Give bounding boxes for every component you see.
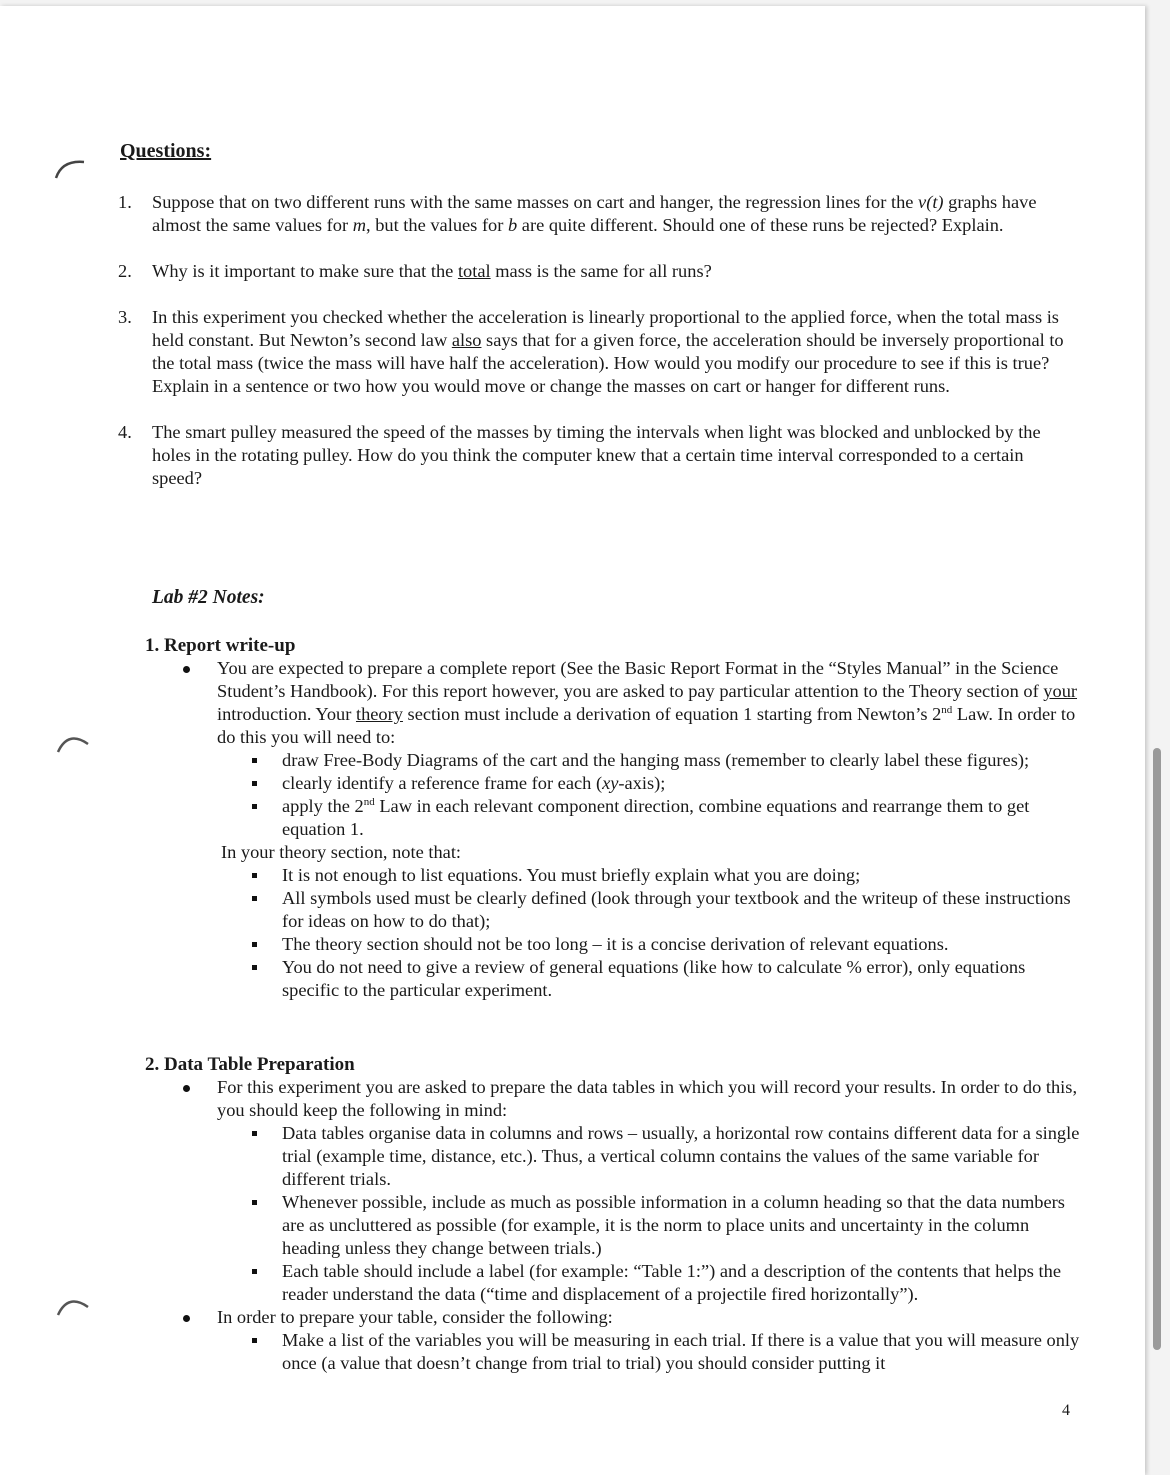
report-writeup-section xyxy=(145,634,1085,1002)
question-item xyxy=(118,421,1078,490)
list-item: draw Free-Body Diagrams of the cart and the hanging mass (remember to clearly label these figures); xyxy=(145,749,1085,772)
punch-hole-mark xyxy=(52,1283,92,1323)
question-item xyxy=(118,260,1078,283)
lab-notes-title: Lab #2 Notes: xyxy=(152,587,265,608)
question-number: 2. xyxy=(118,261,132,281)
question-number: 4. xyxy=(118,422,132,442)
list-item: Make a list of the variables you will be measuring in each trial. If there is a value that you will measure only once (a value that doesn’t change from trial to trial) you should consider putting it xyxy=(145,1329,1085,1375)
question-text: Suppose that on two different runs with the same masses on cart and hanger, the regression lines for the v(t) graphs have almost the same values for m, but the values for b are quite different. Should one of these runs be rejected? Explain. xyxy=(152,192,1037,235)
data-table-section xyxy=(145,1053,1085,1375)
question-item xyxy=(118,191,1078,237)
considerations-list xyxy=(145,1329,1085,1375)
bullet-dot xyxy=(183,1085,190,1092)
document-page xyxy=(0,6,1145,1475)
question-number: 3. xyxy=(118,307,132,327)
steps-list xyxy=(145,749,1085,841)
bullet-item: You are expected to prepare a complete report (See the Basic Report Format in the “Styles Manual” in the Science Student’s Handbook). For this report however, you are asked to pay particular attention to the Theory section of your introduction. Your theory section must include a derivation of equation 1 starting from Newton’s 2nd Law. In order to do this you will need to: xyxy=(145,657,1085,749)
bullet-item: In order to prepare your table, consider the following: xyxy=(145,1306,1085,1329)
punch-hole-mark xyxy=(52,720,92,760)
list-item: apply the 2nd Law in each relevant component direction, combine equations and rearrange them to get equation 1. xyxy=(145,795,1085,841)
list-item: You do not need to give a review of general equations (like how to calculate % error), only equations specific to the particular experiment. xyxy=(145,956,1085,1002)
note-intro: In your theory section, note that: xyxy=(221,842,462,862)
punch-hole-mark xyxy=(52,148,92,188)
guidelines-list xyxy=(145,1122,1085,1306)
question-text: The smart pulley measured the speed of the masses by timing the intervals when light was blocked and unblocked by the holes in the rotating pulley. How do you think the computer knew that a certain time interval corresponded to a certain speed? xyxy=(152,422,1041,488)
section-heading: 1. Report write-up xyxy=(145,635,296,656)
question-number: 1. xyxy=(118,192,132,212)
question-item xyxy=(118,306,1078,398)
list-item: It is not enough to list equations. You must briefly explain what you are doing; xyxy=(145,864,1085,887)
question-text: In this experiment you checked whether the acceleration is linearly proportional to the applied force, when the total mass is held constant. But Newton’s second law also says that for a given force, the acceleration should be inversely proportional to the total mass (twice the mass will have half the acceleration). How would you modify our procedure to see if this is true? Explain in a sentence or two how you would move or change the masses on cart or hanger for different runs. xyxy=(152,307,1064,396)
bullet-item: For this experiment you are asked to prepare the data tables in which you will record your results. In order to do this, you should keep the following in mind: xyxy=(145,1076,1085,1122)
section-heading: 2. Data Table Preparation xyxy=(145,1054,355,1075)
list-item: Each table should include a label (for example: “Table 1:”) and a description of the contents that helps the reader understand the data (“time and displacement of a projectile fired horizontally”). xyxy=(145,1260,1085,1306)
list-item: Data tables organise data in columns and rows – usually, a horizontal row contains different data for a single trial (example time, distance, etc.). Thus, a vertical column contains the values of the same variable for different trials. xyxy=(145,1122,1085,1191)
question-text: Why is it important to make sure that the total mass is the same for all runs? xyxy=(152,261,712,281)
bullet-dot xyxy=(183,666,190,673)
page-number: 4 xyxy=(1062,1402,1070,1419)
theory-notes-list xyxy=(145,864,1085,1002)
list-item: clearly identify a reference frame for each (xy-axis); xyxy=(145,772,1085,795)
bullet-dot xyxy=(183,1315,190,1322)
list-item: All symbols used must be clearly defined (look through your textbook and the writeup of these instructions for ideas on how to do that); xyxy=(145,887,1085,933)
questions-heading: Questions: xyxy=(120,140,212,162)
vertical-scrollbar[interactable] xyxy=(1153,748,1161,1350)
list-item: The theory section should not be too long – it is a concise derivation of relevant equations. xyxy=(145,933,1085,956)
questions-list xyxy=(118,191,1078,490)
list-item: Whenever possible, include as much as possible information in a column heading so that the data numbers are as uncluttered as possible (for example, it is the norm to place units and uncertainty in the column heading unless they change between trials.) xyxy=(145,1191,1085,1260)
